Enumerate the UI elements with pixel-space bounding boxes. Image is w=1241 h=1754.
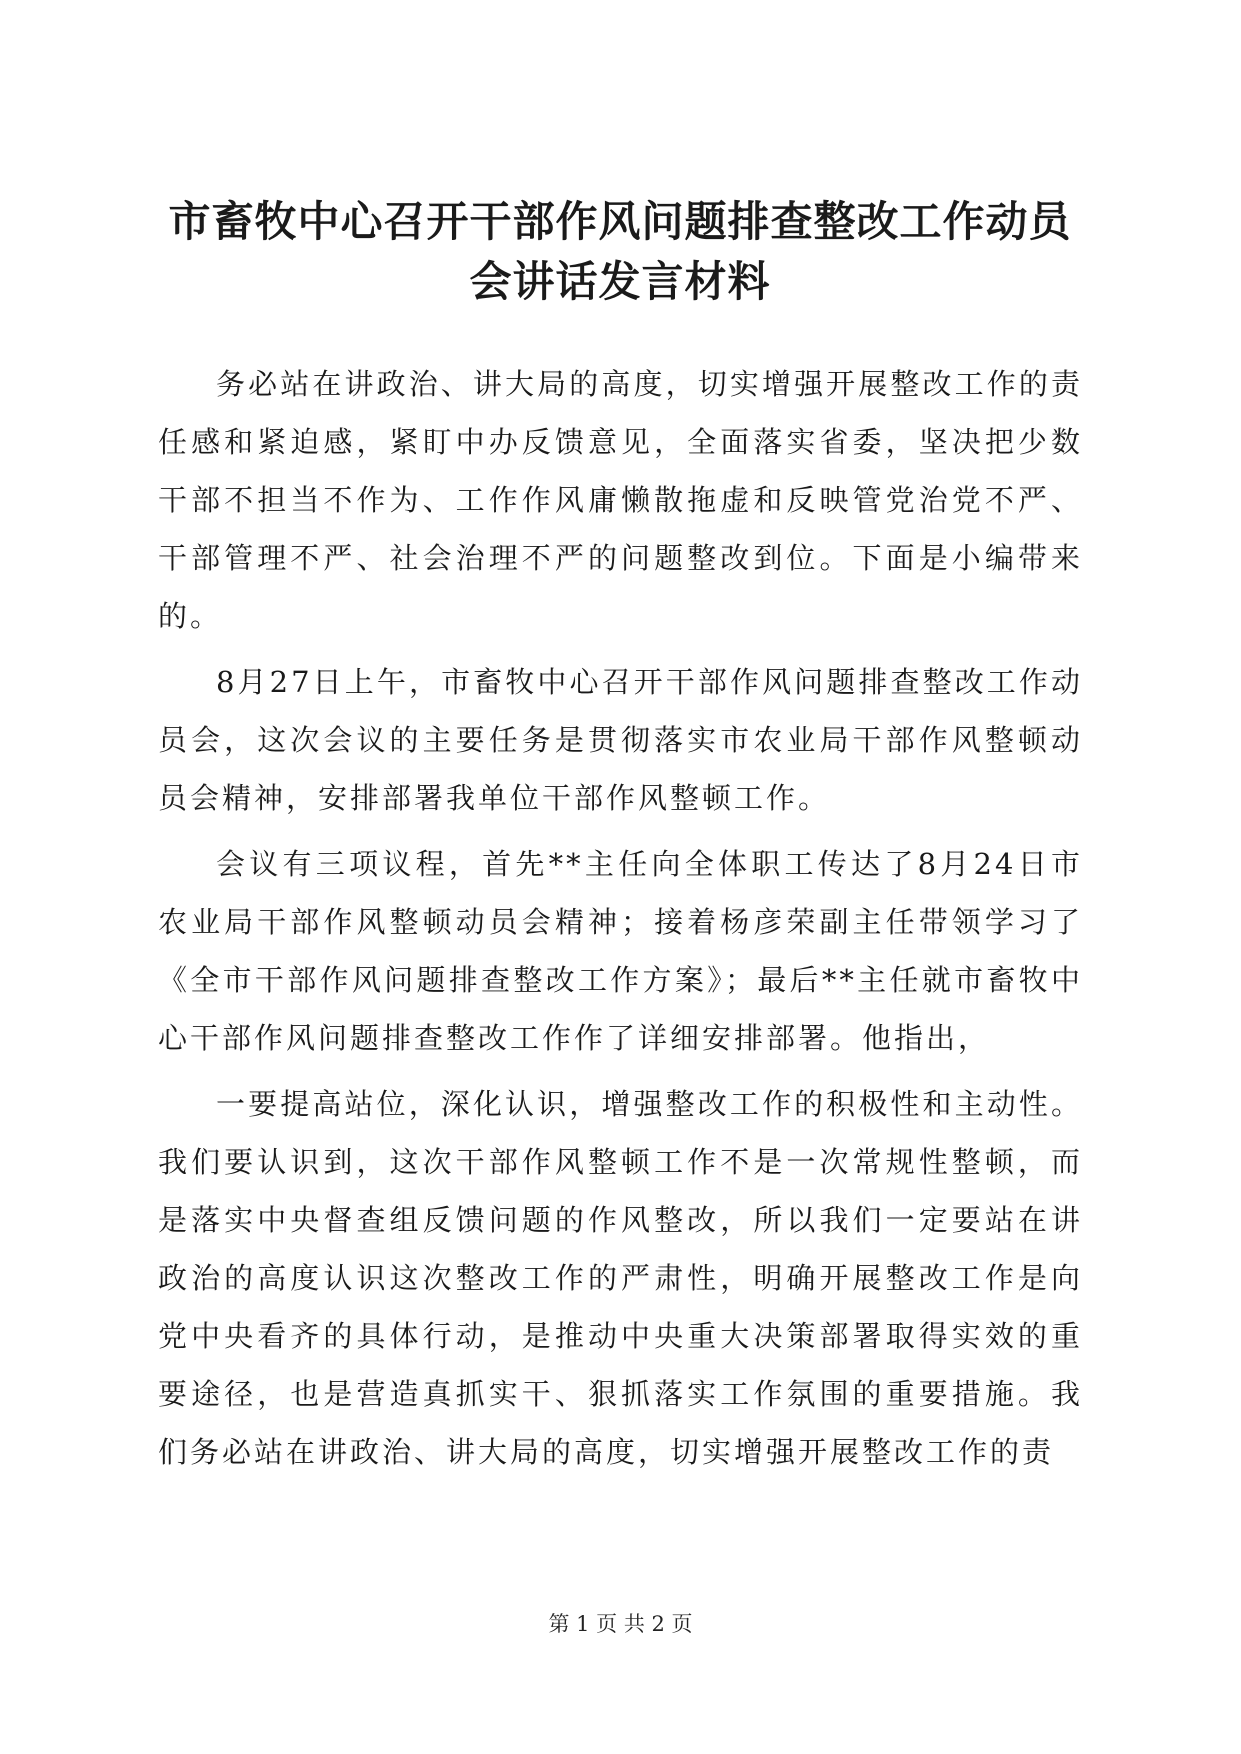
- document-body: [158, 355, 1083, 1481]
- paragraph: 务必站在讲政治、讲大局的高度，切实增强开展整改工作的责任感和紧迫感，紧盯中办反馈意见，全面落实省委，坚决把少数干部不担当不作为、工作作风庸懒散拖虚和反映管党治党不严、干部管理不严、社会治理不严的问题整改到位。下面是小编带来的。: [158, 367, 1083, 633]
- paragraph: 会议有三项议程，首先**主任向全体职工传达了8月24日市农业局干部作风整顿动员会精神；接着杨彦荣副主任带领学习了《全市干部作风问题排查整改工作方案》；最后**主任就市畜牧中心干部作风问题排查整改工作作了详细安排部署。他指出，: [158, 847, 1083, 1055]
- document-title: 市畜牧中心召开干部作风问题排查整改工作动员会讲话发言材料: [168, 197, 1072, 306]
- page-number-footer: 第 1 页 共 2 页: [548, 1612, 693, 1636]
- paragraph: 8月27日上午，市畜牧中心召开干部作风问题排查整改工作动员会，这次会议的主要任务是贯彻落实市农业局干部作风整顿动员会精神，安排部署我单位干部作风整顿工作。: [158, 665, 1083, 815]
- paragraph: 一要提高站位，深化认识，增强整改工作的积极性和主动性。我们要认识到，这次干部作风整顿工作不是一次常规性整顿，而是落实中央督查组反馈问题的作风整改，所以我们一定要站在讲政治的高度认识这次整改工作的严肃性，明确开展整改工作是向党中央看齐的具体行动，是推动中央重大决策部署取得实效的重要途径，也是营造真抓实干、狠抓落实工作氛围的重要措施。我们务必站在讲政治、讲大局的高度，切实增强开展整改工作的责: [158, 1087, 1083, 1469]
